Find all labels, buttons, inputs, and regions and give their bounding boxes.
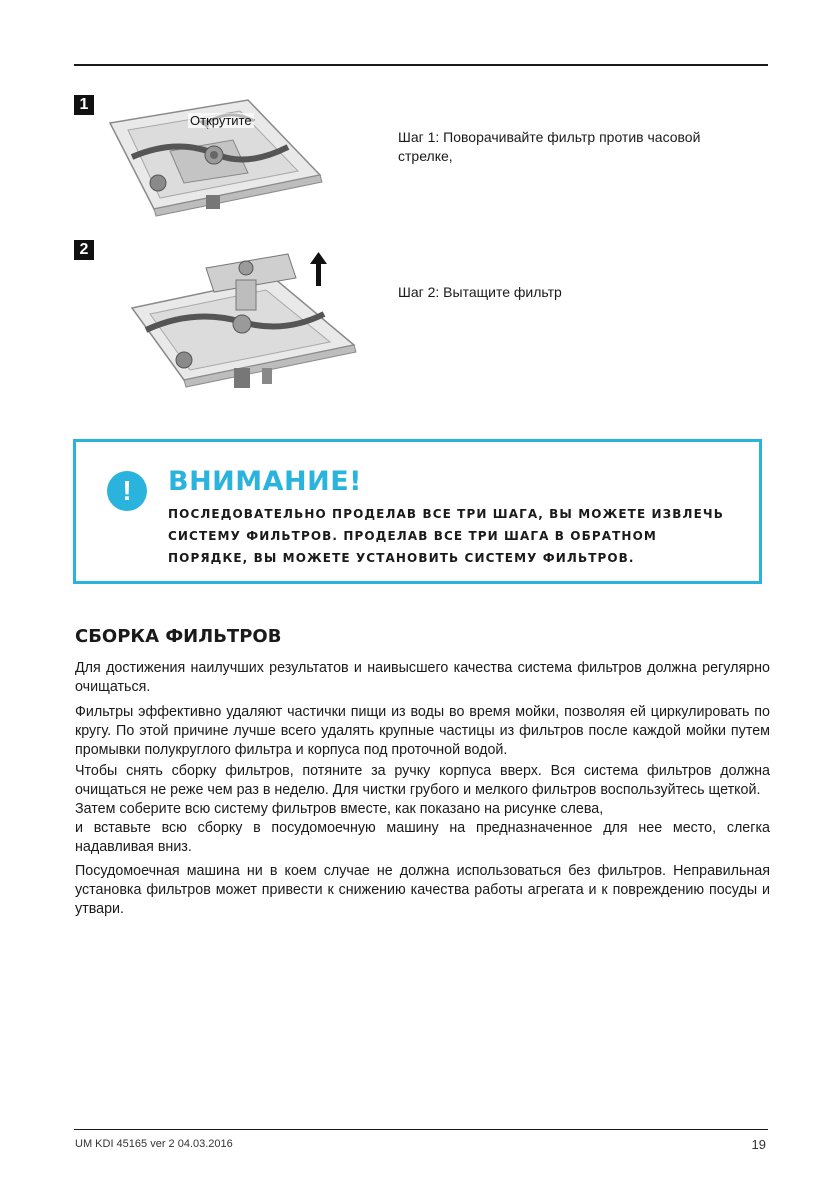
- warning-title: ВНИМАНИЕ!: [168, 466, 362, 497]
- section-paragraph: Затем соберите всю систему фильтров вместе, как показано на рисунке слева,: [75, 801, 604, 817]
- section-paragraph: Фильтры эффективно удаляют частички пищи из воды во время мойки, позволяя ей циркулировать по кругу. По этой причине лучше всего удалять крупные частицы из фильтров после каждой мойки путем промывки полукруглого фильтра и корпуса под проточной водой.: [75, 704, 770, 758]
- section-paragraph: Чтобы снять сборку фильтров, потяните за ручку корпуса вверх. Вся система фильтров должна очищаться не реже чем раз в неделю. Для чистки грубого и мелкого фильтров воспользуйтесь щеткой.: [75, 763, 770, 798]
- step-1-number: 1: [74, 95, 94, 115]
- bottom-rule: [74, 1129, 768, 1130]
- step-2-text: Шаг 2: Вытащите фильтр: [398, 284, 562, 300]
- warning-box: [73, 439, 762, 584]
- top-rule: [74, 64, 768, 66]
- page-number: 19: [751, 1137, 766, 1152]
- step-1-illustration: [98, 95, 338, 217]
- step-1-text: Шаг 1: Поворачивайте фильтр против часовой стрелке,: [398, 129, 701, 164]
- section-title: СБОРКА ФИЛЬТРОВ: [75, 626, 282, 647]
- section-paragraph: и вставьте всю сборку в посудомоечную машину на предназначенное для нее место, слегка надавливая вниз.: [75, 820, 770, 855]
- section-paragraph: Для достижения наилучших результатов и наивысшего качества система фильтров должна регулярно очищаться.: [75, 660, 770, 695]
- warning-text: ПОСЛЕДОВАТЕЛЬНО ПРОДЕЛАВ ВСЕ ТРИ ШАГА, ВЫ МОЖЕТЕ ИЗВЛЕЧЬ СИСТЕМУ ФИЛЬТРОВ. ПРОДЕЛАВ ВСЕ ТРИ ШАГА В ОБРАТНОМ ПОРЯДКЕ, ВЫ МОЖЕТЕ УСТАНОВИТЬ СИСТЕМУ ФИЛЬТРОВ.: [168, 507, 724, 565]
- exclamation-icon: !: [107, 471, 147, 511]
- step-2-illustration: [124, 250, 364, 400]
- step-2-number: 2: [74, 240, 94, 260]
- section-paragraph: Посудомоечная машина ни в коем случае не должна использоваться без фильтров. Неправильная установка фильтров может привести к снижению качества работы агрегата и к повреждению посуды и утвари.: [75, 863, 770, 917]
- step-1-image-label: Открутите: [190, 113, 252, 128]
- footer-doc-id: UM KDI 45165 ver 2 04.03.2016: [75, 1138, 233, 1150]
